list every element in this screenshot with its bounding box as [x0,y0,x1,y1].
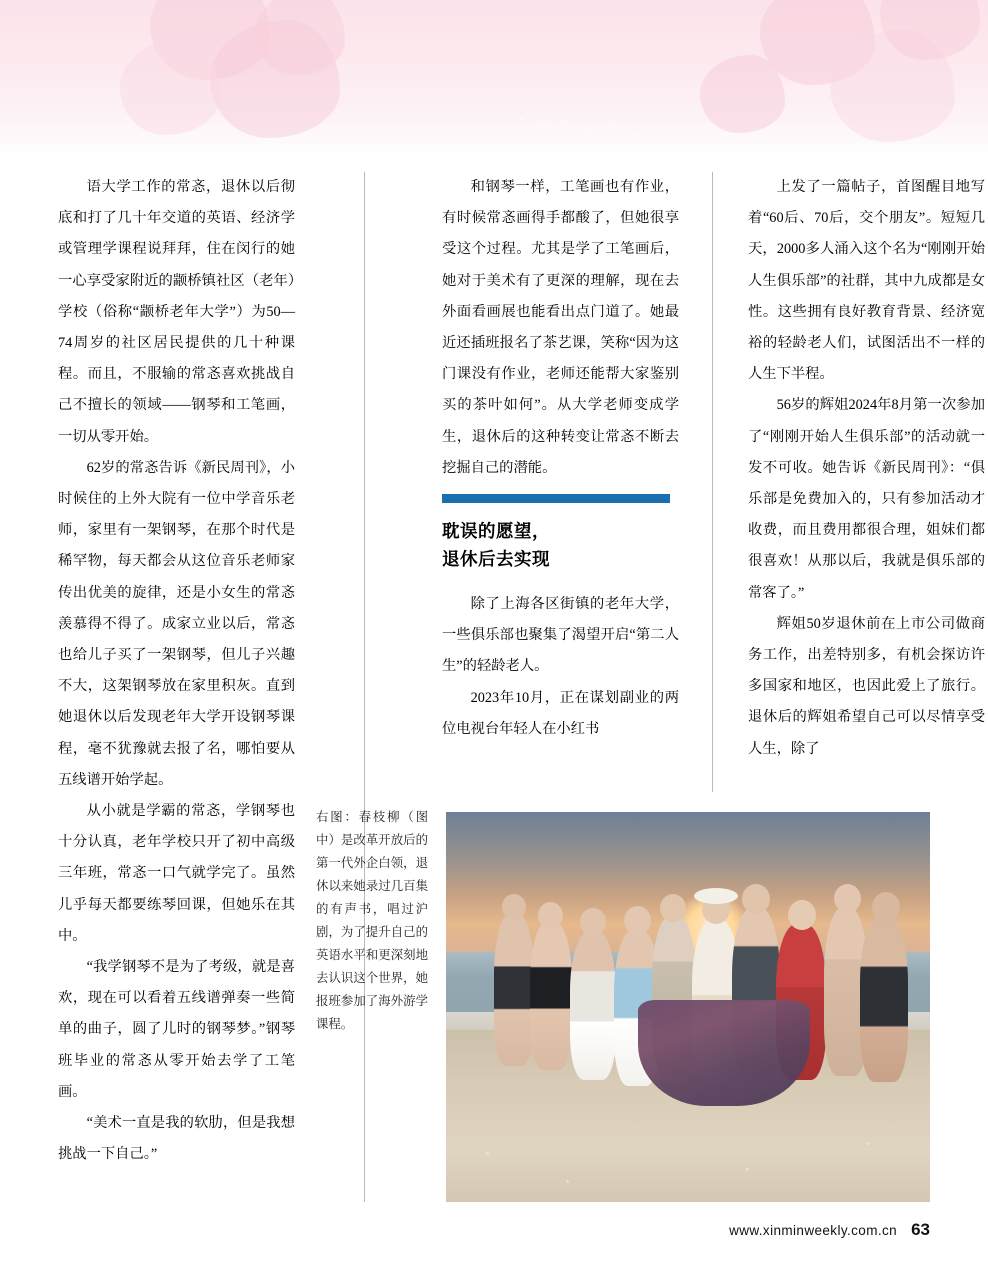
sparkle-dot [635,132,637,134]
sand-grain [566,1180,569,1183]
photo-caption: 右图：春枝柳（图中）是改革开放后的第一代外企白领，退休以来她录过几百集的有声书，唱过沪剧，为了提升自己的英语水平和更深刻地去认识这个世界，她报班参加了海外游学课程。 [316,810,428,1031]
paragraph: 辉姐50岁退休前在上市公司做商务工作，出差特别多，有机会探访许多国家和地区，也因此爱上了旅行。退休后的辉姐希望自己可以尽情享受人生，除了 [748,615,985,757]
paragraph: 56岁的辉姐2024年8月第一次参加了“刚刚开始人生俱乐部”的活动就一发不可收。她告诉《新民周刊》：“俱乐部是免费加入的，只有参加活动才收费，而且费用都很合理，姐妹们都很喜欢！从那以后，我就是俱乐部的常客了。” [748,397,985,601]
person-head [872,892,900,922]
sparkle-dot [566,120,568,122]
beach-group-photo [446,812,930,1202]
petal-shape [700,55,785,133]
petal-shape [120,40,220,135]
paragraph: 从小就是学霸的常忞，学钢琴也十分认真，老年学校只开了初中高级三年班，常忞一口气就学完了。虽然儿乎每天都要练琴回课，但她乐在其中。 [58,803,295,944]
paragraph: 和钢琴一样，工笔画也有作业，有时候常忞画得手都酸了，但她很享受这个过程。尤其是学了工笔画后，她对于美术有了更深的理解，现在去外面看画展也能看出点门道了。她最近还插班报名了茶艺课，笑称“因为这门课没有作业，老师还能帮大家鉴别买的茶叶如何”。从大学老师变成学生，退休后的这种转变让常忞不断去挖掘自己的潜能。 [442,179,679,476]
person-head [660,894,686,922]
sand-grain [486,1152,489,1155]
sparkle-dot [543,126,545,128]
section-heading-line1: 耽误的愿望， [442,521,550,542]
paragraph: 62岁的常忞告诉《新民周刊》，小时候住的上外大院有一位中学音乐老师，家里有一架钢琴，在那个时代是稀罕物，每天都会从这位音乐老师家传出优美的旋律，还是小女生的常忞羡慕得不得了。成家立业以后，常忞也给儿子买了一架钢琴，但儿子兴趣不大，这架钢琴放在家里积灰。直到她退休以后发现老年大学开设钢琴课程，毫不犹豫就去报了名，哪怕要从五线谱开始学起。 [58,459,295,788]
sun-hat [694,888,738,904]
sparkle-dot [612,122,614,124]
paragraph: “我学钢琴不是为了考级，就是喜欢，现在可以看着五线谱弹奏一些简单的曲子，圆了儿时的钢琴梦。”钢琴班毕业的常忞从零开始去学了工笔画。 [58,959,295,1100]
person-head [624,906,651,935]
person-head [580,908,606,936]
sand-grain [746,1168,749,1171]
sand-grain [866,1142,869,1145]
page-footer [729,1220,930,1240]
column-divider [712,172,713,792]
column-divider [364,172,365,1202]
text-column-2 [442,172,679,745]
person-figure [494,914,534,1066]
text-column-3 [748,172,985,765]
person-figure [570,932,616,1080]
section-heading-line2: 退休后去实现 [442,549,550,570]
person-figure [530,922,572,1070]
paragraph: 语大学工作的常忞，退休以后彻底和打了几十年交道的英语、经济学或管理学课程说拜拜，住在闵行的她一心享受家附近的颛桥镇社区（老年）学校（俗称“颛桥老年大学”）为50—74周岁的社区居民提供的几十种课程。而且，不服输的常忞喜欢挑战自己不擅长的领域——钢琴和工笔画，一切从零开始。 [58,179,295,445]
floral-sarong [638,1000,810,1106]
person-head [538,902,563,929]
paragraph: 上发了一篇帖子，首图醒目地写着“60后、70后，交个朋友”。短短几天，2000多人涌入这个名为“刚刚开始人生俱乐部”的社群，其中九成都是女性。这些拥有良好教育背景、经济宽裕的轻龄老人们，试图活出不一样的人生下半程。 [748,179,985,383]
decorative-header-band [0,0,988,160]
paragraph: 2023年10月，正在谋划副业的两位电视台年轻人在小红书 [442,689,679,737]
page-number: 63 [911,1220,930,1239]
sparkle-dot [520,118,522,120]
petal-shape [255,0,345,75]
sparkle-dot [589,130,591,132]
person-head [834,884,861,913]
person-head [788,900,816,930]
website-url: www.xinminweekly.com.cn [729,1223,898,1238]
paragraph: 除了上海各区街镇的老年大学，一些俱乐部也聚集了渴望开启“第二人生”的轻龄老人。 [442,596,679,675]
person-figure [860,916,908,1082]
section-rule [442,494,670,503]
person-head [502,894,526,920]
person-head [742,884,770,914]
text-column-1 [58,172,295,1171]
section-heading [442,517,679,573]
paragraph: “美术一直是我的软肋，但是我想挑战一下自己。” [58,1115,295,1163]
